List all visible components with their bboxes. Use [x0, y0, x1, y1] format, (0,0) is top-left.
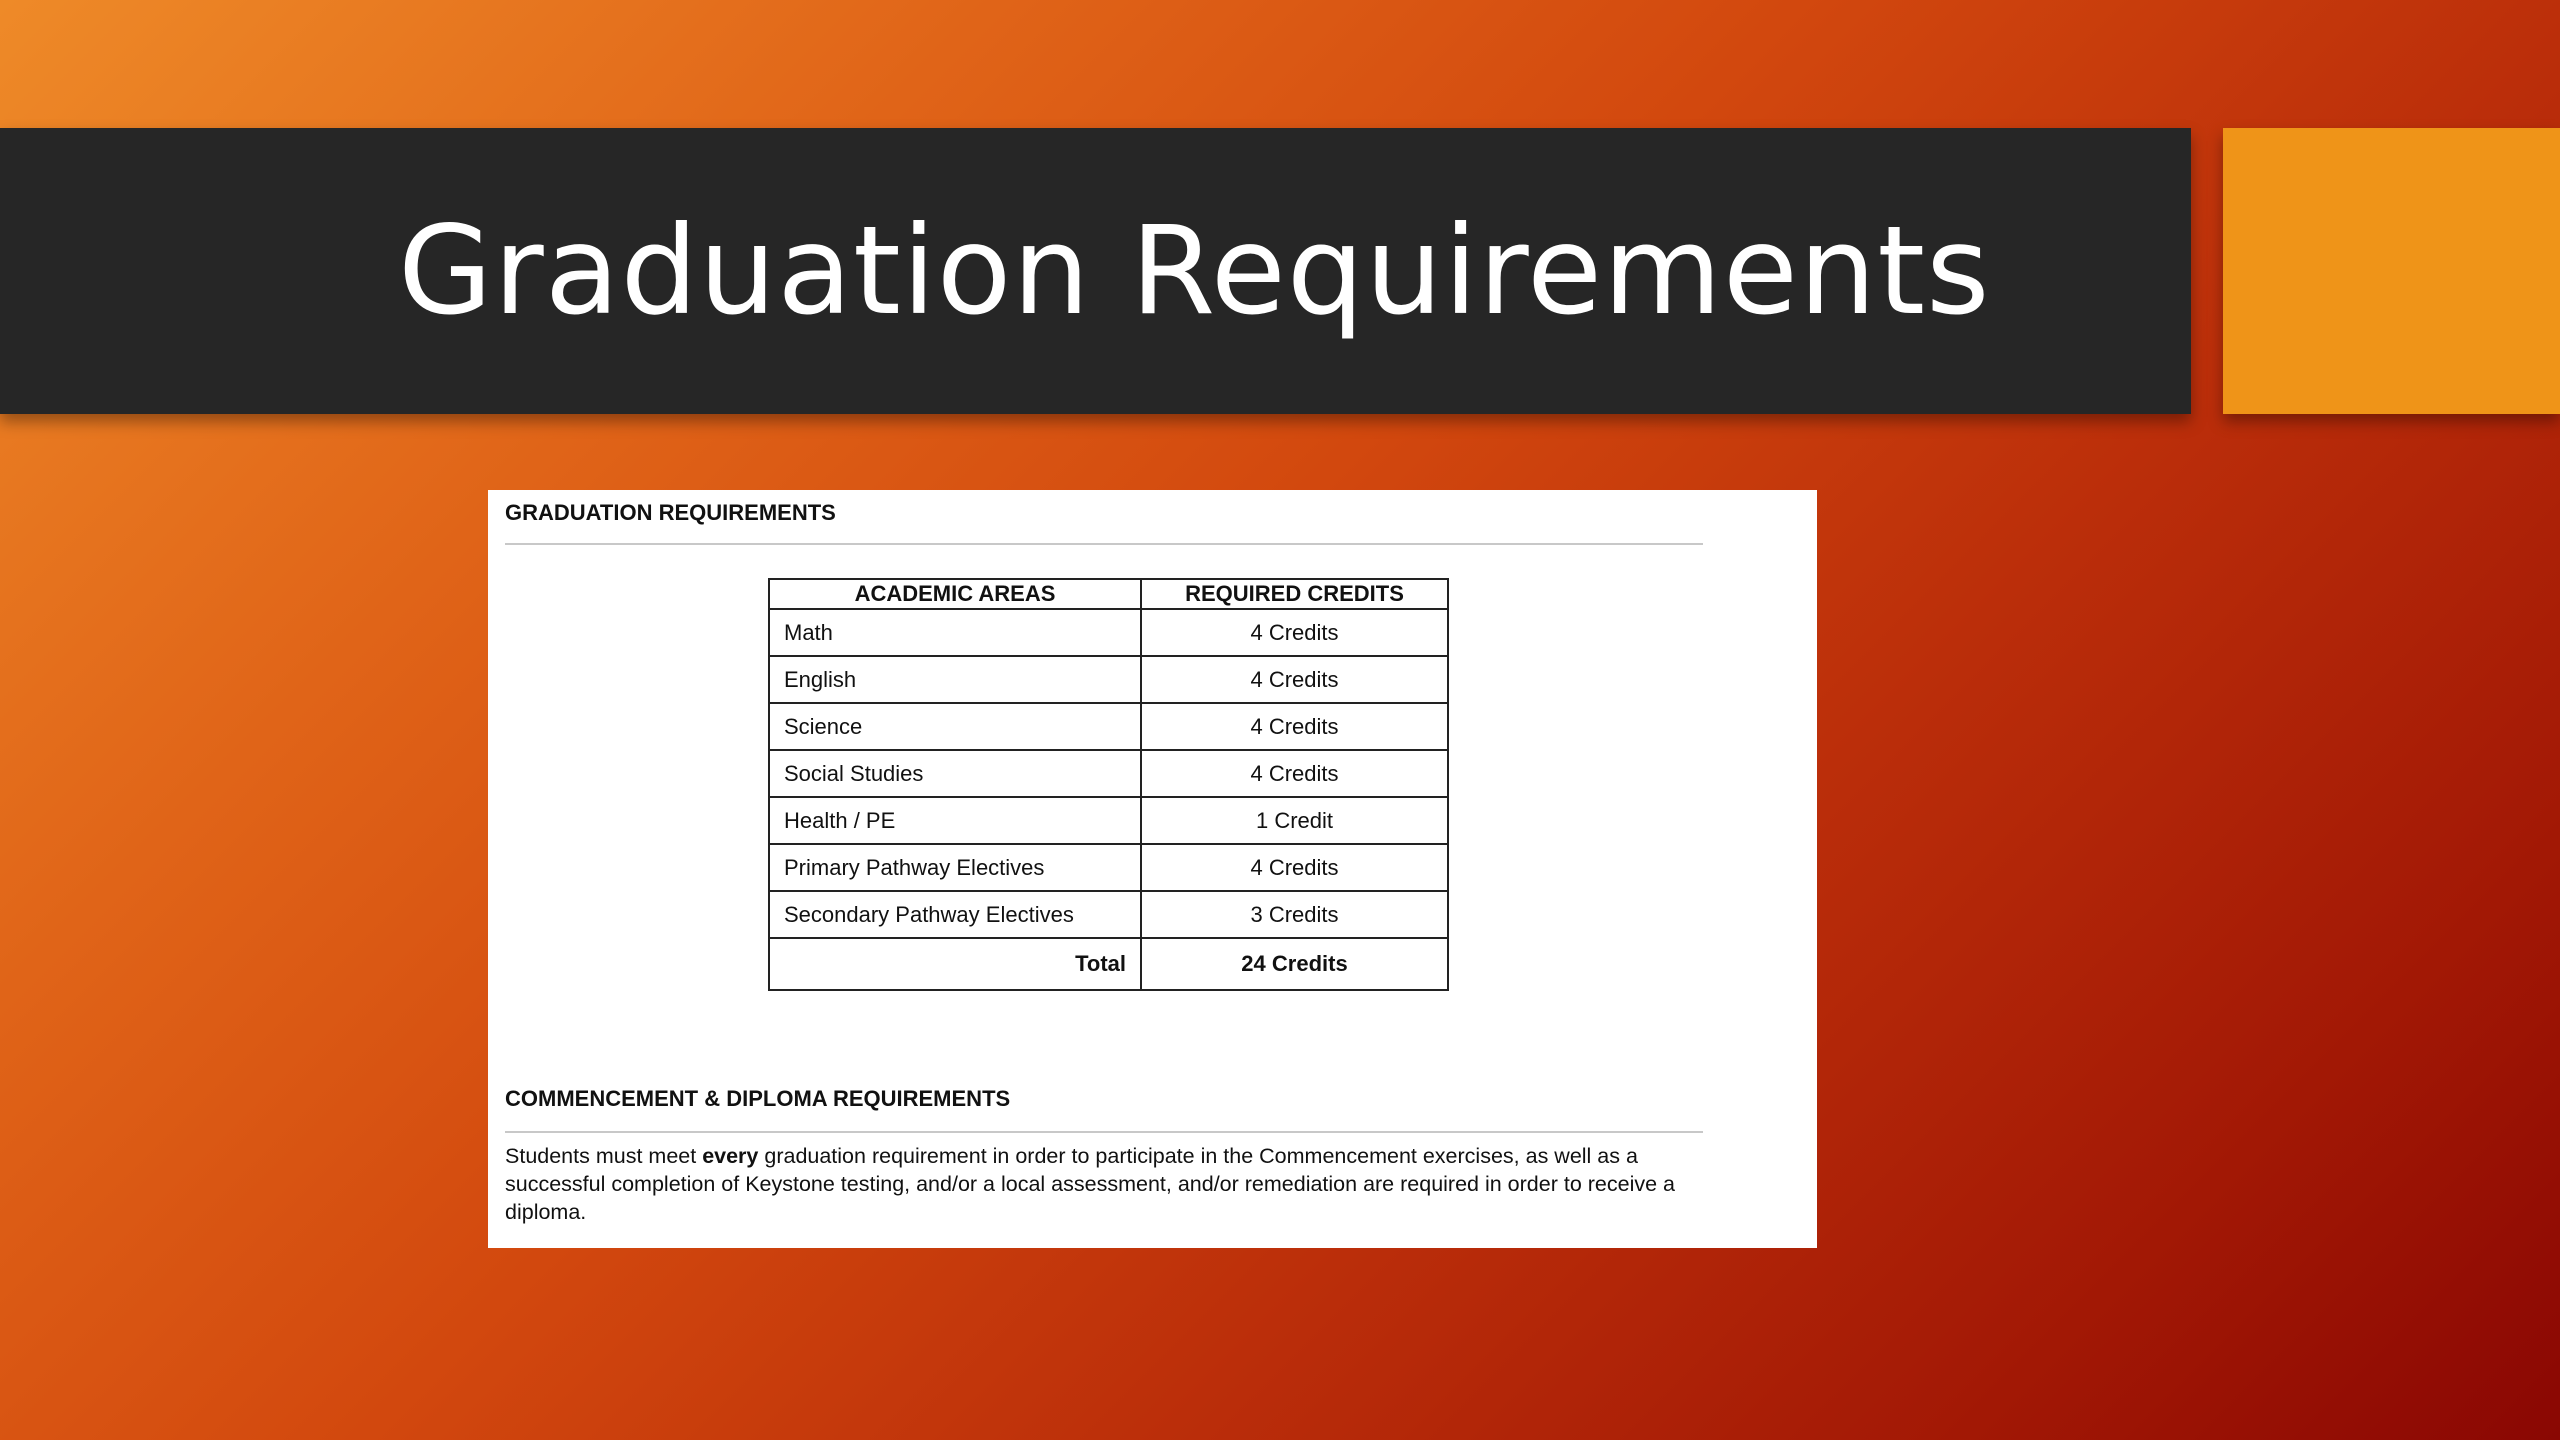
commencement-paragraph: [505, 1142, 1705, 1226]
credits-cell: 4 Credits: [1141, 703, 1448, 750]
credits-cell: 3 Credits: [1141, 891, 1448, 938]
title-bar: [0, 128, 2191, 414]
table-header-row: [769, 579, 1448, 609]
area-cell: English: [769, 656, 1141, 703]
commencement-heading: COMMENCEMENT & DIPLOMA REQUIREMENTS: [505, 1086, 1011, 1111]
total-row: [769, 938, 1448, 990]
table-row: [769, 797, 1448, 844]
total-credits: 24 Credits: [1141, 938, 1448, 990]
heading-divider: [505, 543, 1703, 545]
document-image: [488, 490, 1817, 1248]
paragraph-emphasis: every: [702, 1144, 759, 1168]
table-row: [769, 750, 1448, 797]
requirements-table: [768, 578, 1449, 991]
total-label: Total: [769, 938, 1141, 990]
credits-cell: 4 Credits: [1141, 656, 1448, 703]
credits-cell: 4 Credits: [1141, 609, 1448, 656]
area-cell: Primary Pathway Electives: [769, 844, 1141, 891]
paragraph-text-start: Students must meet: [505, 1144, 703, 1168]
area-cell: Science: [769, 703, 1141, 750]
column-header-academic-areas: ACADEMIC AREAS: [769, 579, 1141, 609]
table-row: [769, 891, 1448, 938]
table-row: [769, 703, 1448, 750]
column-header-required-credits: REQUIRED CREDITS: [1141, 579, 1448, 609]
area-cell: Math: [769, 609, 1141, 656]
area-cell: Health / PE: [769, 797, 1141, 844]
area-cell: Secondary Pathway Electives: [769, 891, 1141, 938]
credits-cell: 4 Credits: [1141, 750, 1448, 797]
credits-cell: 4 Credits: [1141, 844, 1448, 891]
paragraph-text-end: graduation requirement in order to participate in the Commencement exercises, as well as a successful completion of Keystone testing, and/or a local assessment, and/or remediation are required in order to receive a diploma.: [505, 1144, 1675, 1224]
table-row: [769, 844, 1448, 891]
table-row: [769, 656, 1448, 703]
section-divider: [505, 1131, 1703, 1133]
credits-cell: 1 Credit: [1141, 797, 1448, 844]
table-row: [769, 609, 1448, 656]
accent-box: [2223, 128, 2560, 414]
slide-title: Graduation Requirements: [398, 200, 1991, 342]
graduation-requirements-heading: GRADUATION REQUIREMENTS: [505, 500, 836, 525]
area-cell: Social Studies: [769, 750, 1141, 797]
